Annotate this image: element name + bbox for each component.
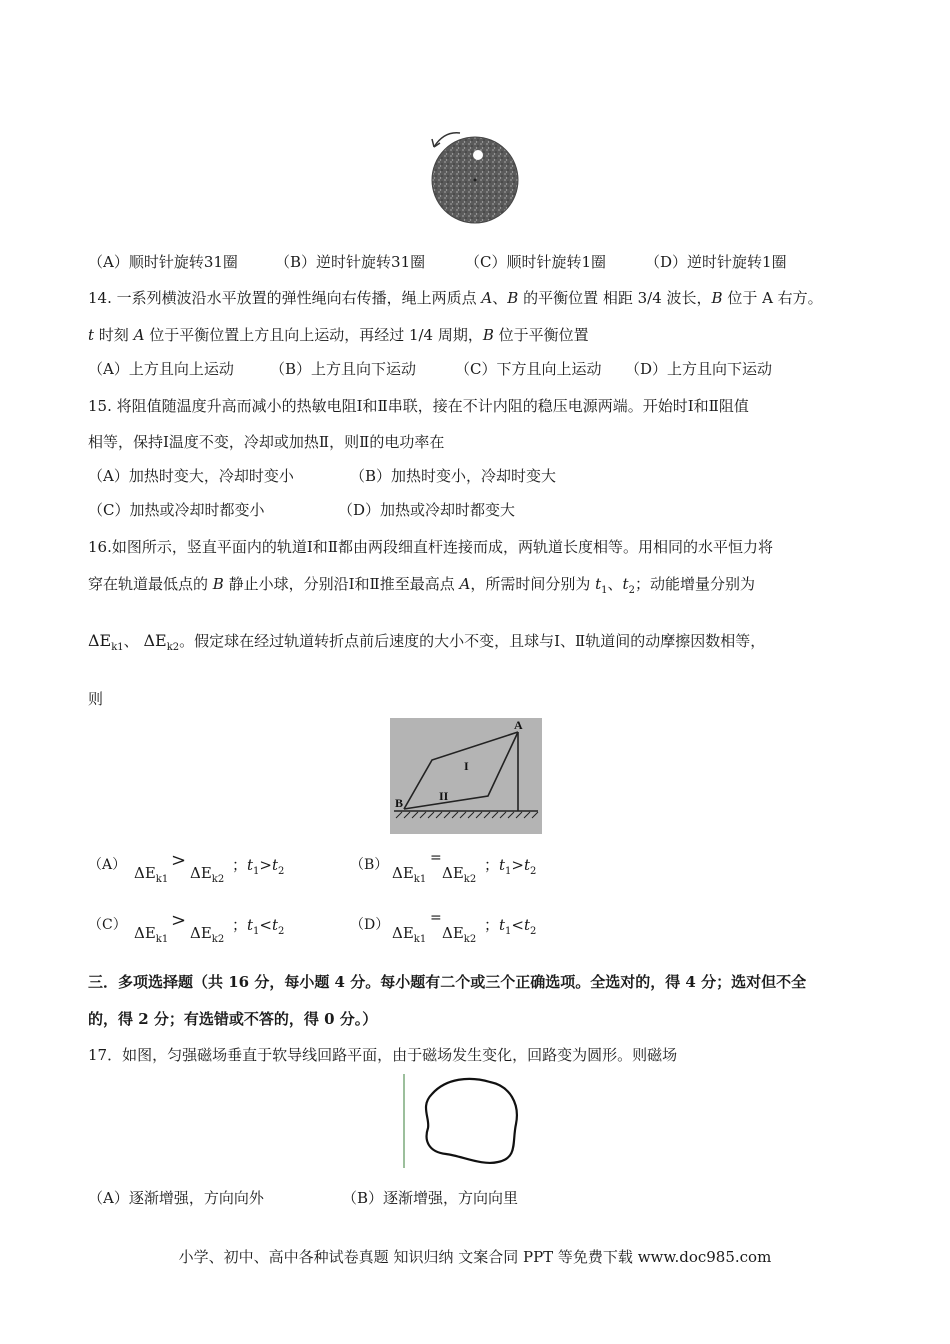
q16-option-d-relation: = xyxy=(430,910,442,926)
q16-option-b-relation: = xyxy=(430,850,442,866)
q16-option-c-relation: > xyxy=(171,910,187,931)
q14-option-c: （C）下方且向上运动 xyxy=(455,360,602,378)
q16-option-a-dek1: $\Delta E_{k1}$ xyxy=(134,864,169,885)
q16-stem-line4: 则 xyxy=(88,690,104,708)
q13-option-b: （B）逆时针旋转31圈 xyxy=(275,253,426,271)
q16-option-d-time: ；$t_1<t_2$ xyxy=(484,916,537,937)
q16-option-a-time: ；$t_1>t_2$ xyxy=(232,856,285,877)
track-diagram-figure xyxy=(390,718,542,834)
figure-label-track-2: II xyxy=(439,789,449,803)
q14-option-d: （D）上方且向下运动 xyxy=(625,360,773,378)
q15-option-d: （D）加热或冷却时都变大 xyxy=(338,501,516,519)
q16-option-b-label: （B） xyxy=(350,857,389,873)
wire-loop-figure xyxy=(398,1072,528,1170)
q16-option-d-label: （D） xyxy=(350,917,390,933)
q17-option-b: （B）逐渐增强，方向向里 xyxy=(342,1189,519,1207)
q14-stem-line2: t 时刻 A 位于平衡位置上方且向上运动，再经过 1/4 周期，B 位于平衡位置 xyxy=(88,326,589,344)
q16-option-c-time: ；$t_1<t_2$ xyxy=(232,916,285,937)
q16-option-b-time: ；$t_1>t_2$ xyxy=(484,856,537,877)
q14-option-b: （B）上方且向下运动 xyxy=(270,360,417,378)
q13-option-a: （A）顺时针旋转31圈 xyxy=(88,253,238,271)
q16-option-a-dek2: $\Delta E_{k2}$ xyxy=(190,864,225,885)
q16-stem-line3: $\Delta E_{k1}$、 $\Delta E_{k2}$。假定球在经过轨道转折点前后速度的大小不变，且球与Ⅰ、Ⅱ轨道间的动摩擦因数相等， xyxy=(88,631,766,653)
q16-option-c-dek2: $\Delta E_{k2}$ xyxy=(190,924,225,945)
q16-option-a-relation: > xyxy=(171,850,187,871)
q14-option-a: （A）上方且向上运动 xyxy=(88,360,234,378)
q13-option-c: （C）顺时针旋转1圈 xyxy=(465,253,607,271)
q15-stem-line2: 相等，保持Ⅰ温度不变，冷却或加热Ⅱ，则Ⅱ的电功率在 xyxy=(88,433,445,451)
section3-heading-line1: 三．多项选择题（共 16 分，每小题 4 分。每小题有二个或三个正确选项。全选对的，得 4 分；选对但不全 xyxy=(88,973,807,991)
figure-label-b: B xyxy=(395,796,404,810)
figure-label-a: A xyxy=(514,718,523,732)
q16-option-d-dek1: $\Delta E_{k1}$ xyxy=(392,924,427,945)
q17-stem-line1: 17．如图，匀强磁场垂直于软导线回路平面，由于磁场发生变化，回路变为圆形。则磁场 xyxy=(88,1046,678,1064)
figure-label-track-1: I xyxy=(464,759,469,773)
rotating-disc-figure xyxy=(420,125,530,230)
q15-stem-line1: 15. 将阻值随温度升高而减小的热敏电阻Ⅰ和Ⅱ串联，接在不计内阻的稳压电源两端。开始时Ⅰ和Ⅱ阻值 xyxy=(88,397,749,415)
q16-stem-line2: 穿在轨道最低点的 B 静止小球，分别沿Ⅰ和Ⅱ推至最高点 A，所需时间分别为 $t_1$、$t_2$；动能增量分别为 xyxy=(88,575,755,596)
q15-option-c: （C）加热或冷却时都变小 xyxy=(88,501,265,519)
section3-heading-line2: 的，得 2 分；有选错或不答的，得 0 分。） xyxy=(88,1010,378,1028)
q17-option-a: （A）逐渐增强，方向向外 xyxy=(88,1189,264,1207)
q16-option-b-dek1: $\Delta E_{k1}$ xyxy=(392,864,427,885)
q16-stem-line1: 16.如图所示，竖直平面内的轨道Ⅰ和Ⅱ都由两段细直杆连接而成，两轨道长度相等。用相同的水平恒力将 xyxy=(88,538,773,556)
q16-option-a-label: （A） xyxy=(88,857,127,873)
q16-option-c-label: （C） xyxy=(88,917,127,933)
q13-option-d: （D）逆时针旋转1圈 xyxy=(645,253,787,271)
page-footer: 小学、初中、高中各种试卷真题 知识归纳 文案合同 PPT 等免费下载 www.doc985.com xyxy=(178,1248,772,1266)
q16-option-b-dek2: $\Delta E_{k2}$ xyxy=(442,864,477,885)
q15-option-b: （B）加热时变小，冷却时变大 xyxy=(350,467,557,485)
q16-option-d-dek2: $\Delta E_{k2}$ xyxy=(442,924,477,945)
q14-stem-line1: 14. 一系列横波沿水平放置的弹性绳向右传播，绳上两质点 A、B 的平衡位置 相距 3/4 波长，B 位于 A 右方。 xyxy=(88,289,823,307)
q15-option-a: （A）加热时变大，冷却时变小 xyxy=(88,467,294,485)
q16-option-c-dek1: $\Delta E_{k1}$ xyxy=(134,924,169,945)
